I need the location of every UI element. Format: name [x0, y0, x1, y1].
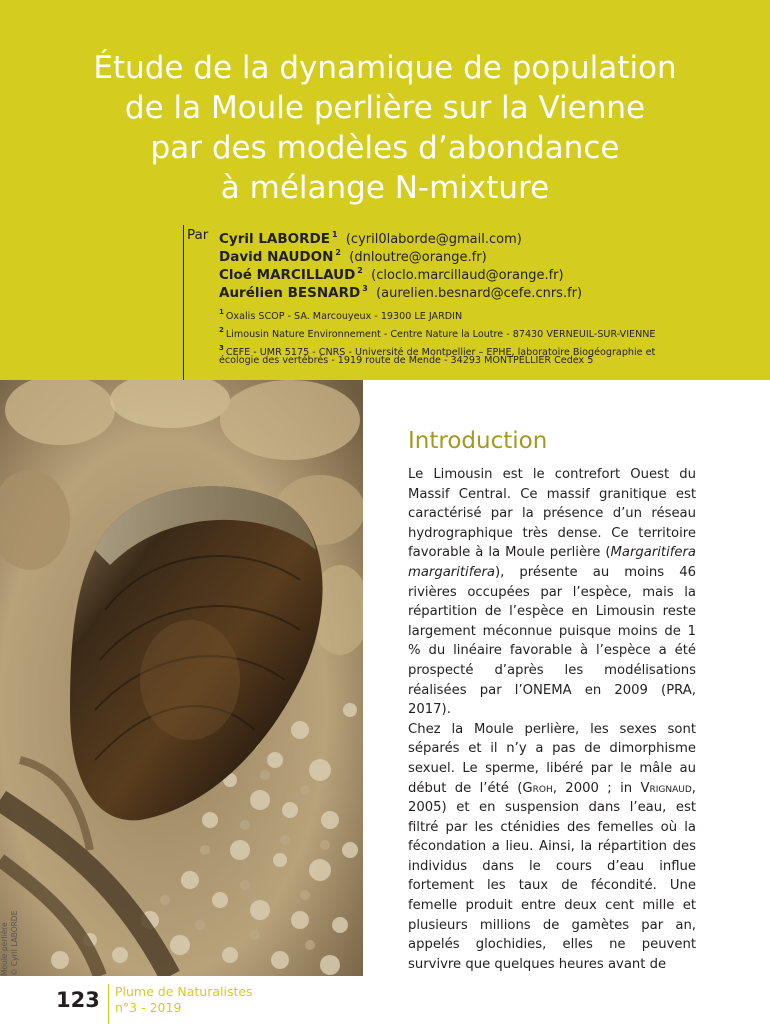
title-line: Étude de la dynamique de population	[93, 50, 677, 86]
affiliation-text: Limousin Nature Environnement - Centre Nature la Loutre - 87430 VERNEUIL-SUR-VIENNE	[225, 329, 656, 340]
byline-par: Par	[187, 227, 209, 243]
text-run: , 2000 ; in	[552, 780, 641, 796]
affiliation-text: écologie des vertébrés - 1919 route de Mende - 34293 MONTPELLIER Cedex 5	[219, 355, 594, 366]
author-email[interactable]: (cloclo.marcillaud@orange.fr)	[371, 268, 564, 283]
author-name: Cloé MARCILLAUD	[219, 267, 356, 283]
paragraph	[408, 720, 696, 975]
article-body	[408, 465, 696, 974]
author-affil-number: 2	[357, 266, 363, 275]
author-affil-number: 1	[331, 230, 338, 239]
affiliation-text: Oxalis SCOP - SA. Marcouyeux - 19300 LE JARDIN	[225, 311, 463, 322]
text-run: , 2005) et en suspension dans l’eau, est filtré par les cténidies des femelles où la fécondation a lieu. Ainsi, la répartition des individus dans le cours d’eau influe fortement les taux de fécondité. Une femelle produit entre deux cent mille et plusieurs millions de gamètes par an, appelés glochidies, elles ne peuvent survivre que quelques heures avant de	[408, 780, 696, 972]
author-email[interactable]: (dnloutre@orange.fr)	[349, 250, 487, 265]
author-name: Cyril LABORDE	[219, 231, 330, 247]
author-email[interactable]: (aurelien.besnard@cefe.cnrs.fr)	[376, 286, 583, 301]
photo-credit: © Cyril LABORDE	[10, 910, 19, 976]
text-run: Chez la Moule perlière, les sexes sont séparés et il n’y a pas de dimorphisme sexuel. Le sperme, libéré par le mâle au début de l’été (	[408, 721, 696, 796]
page-number: 123	[56, 988, 100, 1012]
affiliation-number: 2	[219, 326, 224, 334]
paragraph	[408, 465, 696, 720]
author-affil-number: 3	[362, 284, 368, 293]
affiliation-number: 3	[219, 344, 224, 352]
author-email[interactable]: (cyril0laborde@gmail.com)	[345, 232, 522, 247]
journal-issue: n°3 - 2019	[115, 1000, 182, 1015]
photo-caption: Moule perlière	[0, 922, 9, 976]
journal-name: Plume de Naturalistes	[115, 984, 253, 999]
affiliation	[219, 306, 719, 324]
byline-divider	[183, 225, 184, 381]
citation-author: Groh	[522, 780, 553, 796]
title-line: par des modèles d’abondance	[150, 130, 620, 166]
affiliation-text: CEFE - UMR 5175 - CNRS - Université de Montpellier – EPHE, laboratoire Biogéographie et	[225, 347, 656, 358]
article-title	[20, 48, 750, 208]
title-line: de la Moule perlière sur la Vienne	[124, 90, 646, 126]
author-name: Aurélien BESNARD	[219, 285, 361, 301]
footer-divider	[108, 984, 109, 1024]
affiliation-number: 1	[219, 308, 224, 316]
author-affil-number: 2	[335, 248, 341, 257]
author-name: David NAUDON	[219, 249, 334, 265]
citation-author: Vrignaud	[640, 780, 692, 796]
author-line	[219, 280, 582, 303]
text-run: ), présente au moins 46 rivières occupées par l’espèce, mais la répartition de l’espèce en Limousin reste largement méconnue puisque moins de 1 % du linéaire favorable à l’espèce a été prospecté d’après les modélisations réalisées par l’ONEMA en 2009 (PRA, 2017).	[408, 564, 696, 718]
text-run: Le Limousin est le contrefort Ouest du Massif Central. Ce massif granitique est caractérisé par la présence d’un réseau hydrographique très dense. Ce territoire favorable à la Moule perlière (	[408, 467, 696, 561]
title-line: à mélange N-mixture	[220, 170, 550, 206]
species-name: Margaritifera margaritifera	[408, 545, 696, 580]
section-title: Introduction	[408, 428, 548, 454]
mussel-photo	[0, 380, 363, 976]
affiliation	[219, 324, 719, 342]
affiliation-continued	[219, 355, 719, 368]
